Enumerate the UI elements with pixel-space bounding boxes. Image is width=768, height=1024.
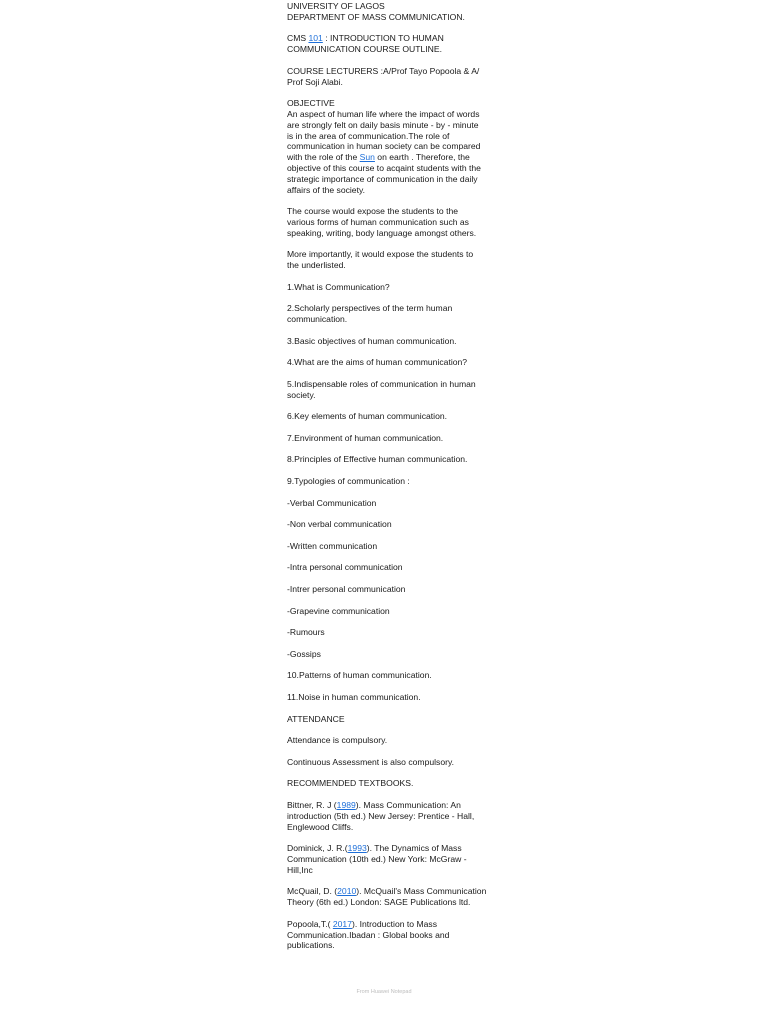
topic-item: 7.Environment of human communication. bbox=[287, 432, 444, 443]
topic-item: 8.Principles of Effective human communication. bbox=[287, 454, 468, 465]
textbook-reference bbox=[287, 800, 487, 832]
topic-item: 11.Noise in human communication. bbox=[287, 692, 421, 702]
topic-item: 9.Typologies of communication : bbox=[287, 476, 410, 487]
reference-author: Bittner, R. J ( bbox=[287, 799, 337, 810]
topic-item: 6.Key elements of human communication. bbox=[287, 411, 448, 422]
course-title bbox=[287, 33, 487, 55]
course-code-link[interactable]: 101 bbox=[308, 33, 323, 44]
university-name: UNIVERSITY OF LAGOS bbox=[287, 1, 385, 11]
typology-item: -Verbal Communication bbox=[287, 497, 377, 508]
header-block bbox=[287, 1, 487, 23]
attendance-line: Attendance is compulsory. bbox=[287, 735, 388, 746]
sun-link[interactable]: Sun bbox=[359, 152, 375, 163]
topic-item: 4.What are the aims of human communication? bbox=[287, 357, 468, 368]
reference-details: ). McQuail's Mass Communication Theory (6th ed.) London: SAGE Publications ltd. bbox=[287, 886, 487, 908]
note-document bbox=[287, 1, 487, 962]
topic-item: 5.Indispensable roles of communication in human society. bbox=[287, 378, 476, 400]
objective-heading: OBJECTIVE bbox=[287, 98, 335, 109]
reference-details: ). Introduction to Mass Communication.Ibadan : Global books and publications. bbox=[287, 918, 450, 951]
app-footer-note: From Huawei Notepad bbox=[356, 989, 412, 995]
reference-year-link[interactable]: 2010 bbox=[337, 886, 357, 897]
reference-author: Dominick, J. R.( bbox=[287, 843, 348, 854]
reference-year-link[interactable]: 1993 bbox=[347, 843, 367, 854]
topic-item: 2.Scholarly perspectives of the term human communication. bbox=[287, 303, 453, 325]
objective-section bbox=[287, 98, 487, 195]
reference-details: ). The Dynamics of Mass Communication (10th ed.) New York: McGraw - Hill,Inc bbox=[287, 843, 467, 875]
objective-paragraph-2: The course would expose the students to the various forms of human communication such as speaking, writing, body language amongst others. bbox=[287, 206, 477, 238]
typology-item: -Intra personal communication bbox=[287, 562, 403, 573]
typology-item: -Rumours bbox=[287, 627, 325, 638]
attendance-heading: ATTENDANCE bbox=[287, 713, 345, 724]
reference-year-link[interactable]: 1989 bbox=[336, 799, 356, 810]
topic-item: 3.Basic objectives of human communication. bbox=[287, 335, 457, 346]
typology-item: -Written communication bbox=[287, 540, 378, 551]
topic-item: 10.Patterns of human communication. bbox=[287, 670, 432, 681]
course-lecturers: COURSE LECTURERS :A/Prof Tayo Popoola & A/ Prof Soji Alabi. bbox=[287, 65, 480, 87]
typology-item: -Grapevine communication bbox=[287, 605, 390, 616]
topic-item: 1.What is Communication? bbox=[287, 281, 390, 292]
typology-item: -Non verbal communication bbox=[287, 519, 392, 530]
objective-paragraph-3: More importantly, it would expose the students to the underlisted. bbox=[287, 249, 474, 271]
reference-author: Popoola,T.( bbox=[287, 918, 333, 929]
typology-item: -Gossips bbox=[287, 648, 321, 659]
objective-text-before: An aspect of human life where the impact of words are strongly felt on daily basis minute - by - minute is in the area of communication.The role of communication in human society can be compared with the role of the bbox=[287, 108, 481, 163]
typology-item: -Intrer personal communication bbox=[287, 584, 406, 595]
textbook-reference bbox=[287, 886, 487, 908]
reference-year-link[interactable]: 2017 bbox=[332, 918, 352, 929]
course-title-rest: : INTRODUCTION TO HUMAN COMMUNICATION COURSE OUTLINE. bbox=[287, 33, 444, 55]
objective-text-after: on earth . Therefore, the objective of this course to acqaint students with the strategic importance of communication in the daily affairs of the society. bbox=[287, 152, 481, 195]
reference-details: ). Mass Communication: An introduction (5th ed.) New Jersey: Prentice - Hall, Englewood Cliffs. bbox=[287, 799, 475, 832]
assessment-line: Continuous Assessment is also compulsory. bbox=[287, 756, 455, 767]
department-name: DEPARTMENT OF MASS COMMUNICATION. bbox=[287, 11, 465, 22]
textbook-reference bbox=[287, 919, 487, 951]
reference-author: McQuail, D. ( bbox=[287, 886, 338, 897]
textbooks-heading: RECOMMENDED TEXTBOOKS. bbox=[287, 778, 414, 789]
course-prefix: CMS bbox=[287, 33, 309, 44]
textbook-reference bbox=[287, 843, 487, 875]
